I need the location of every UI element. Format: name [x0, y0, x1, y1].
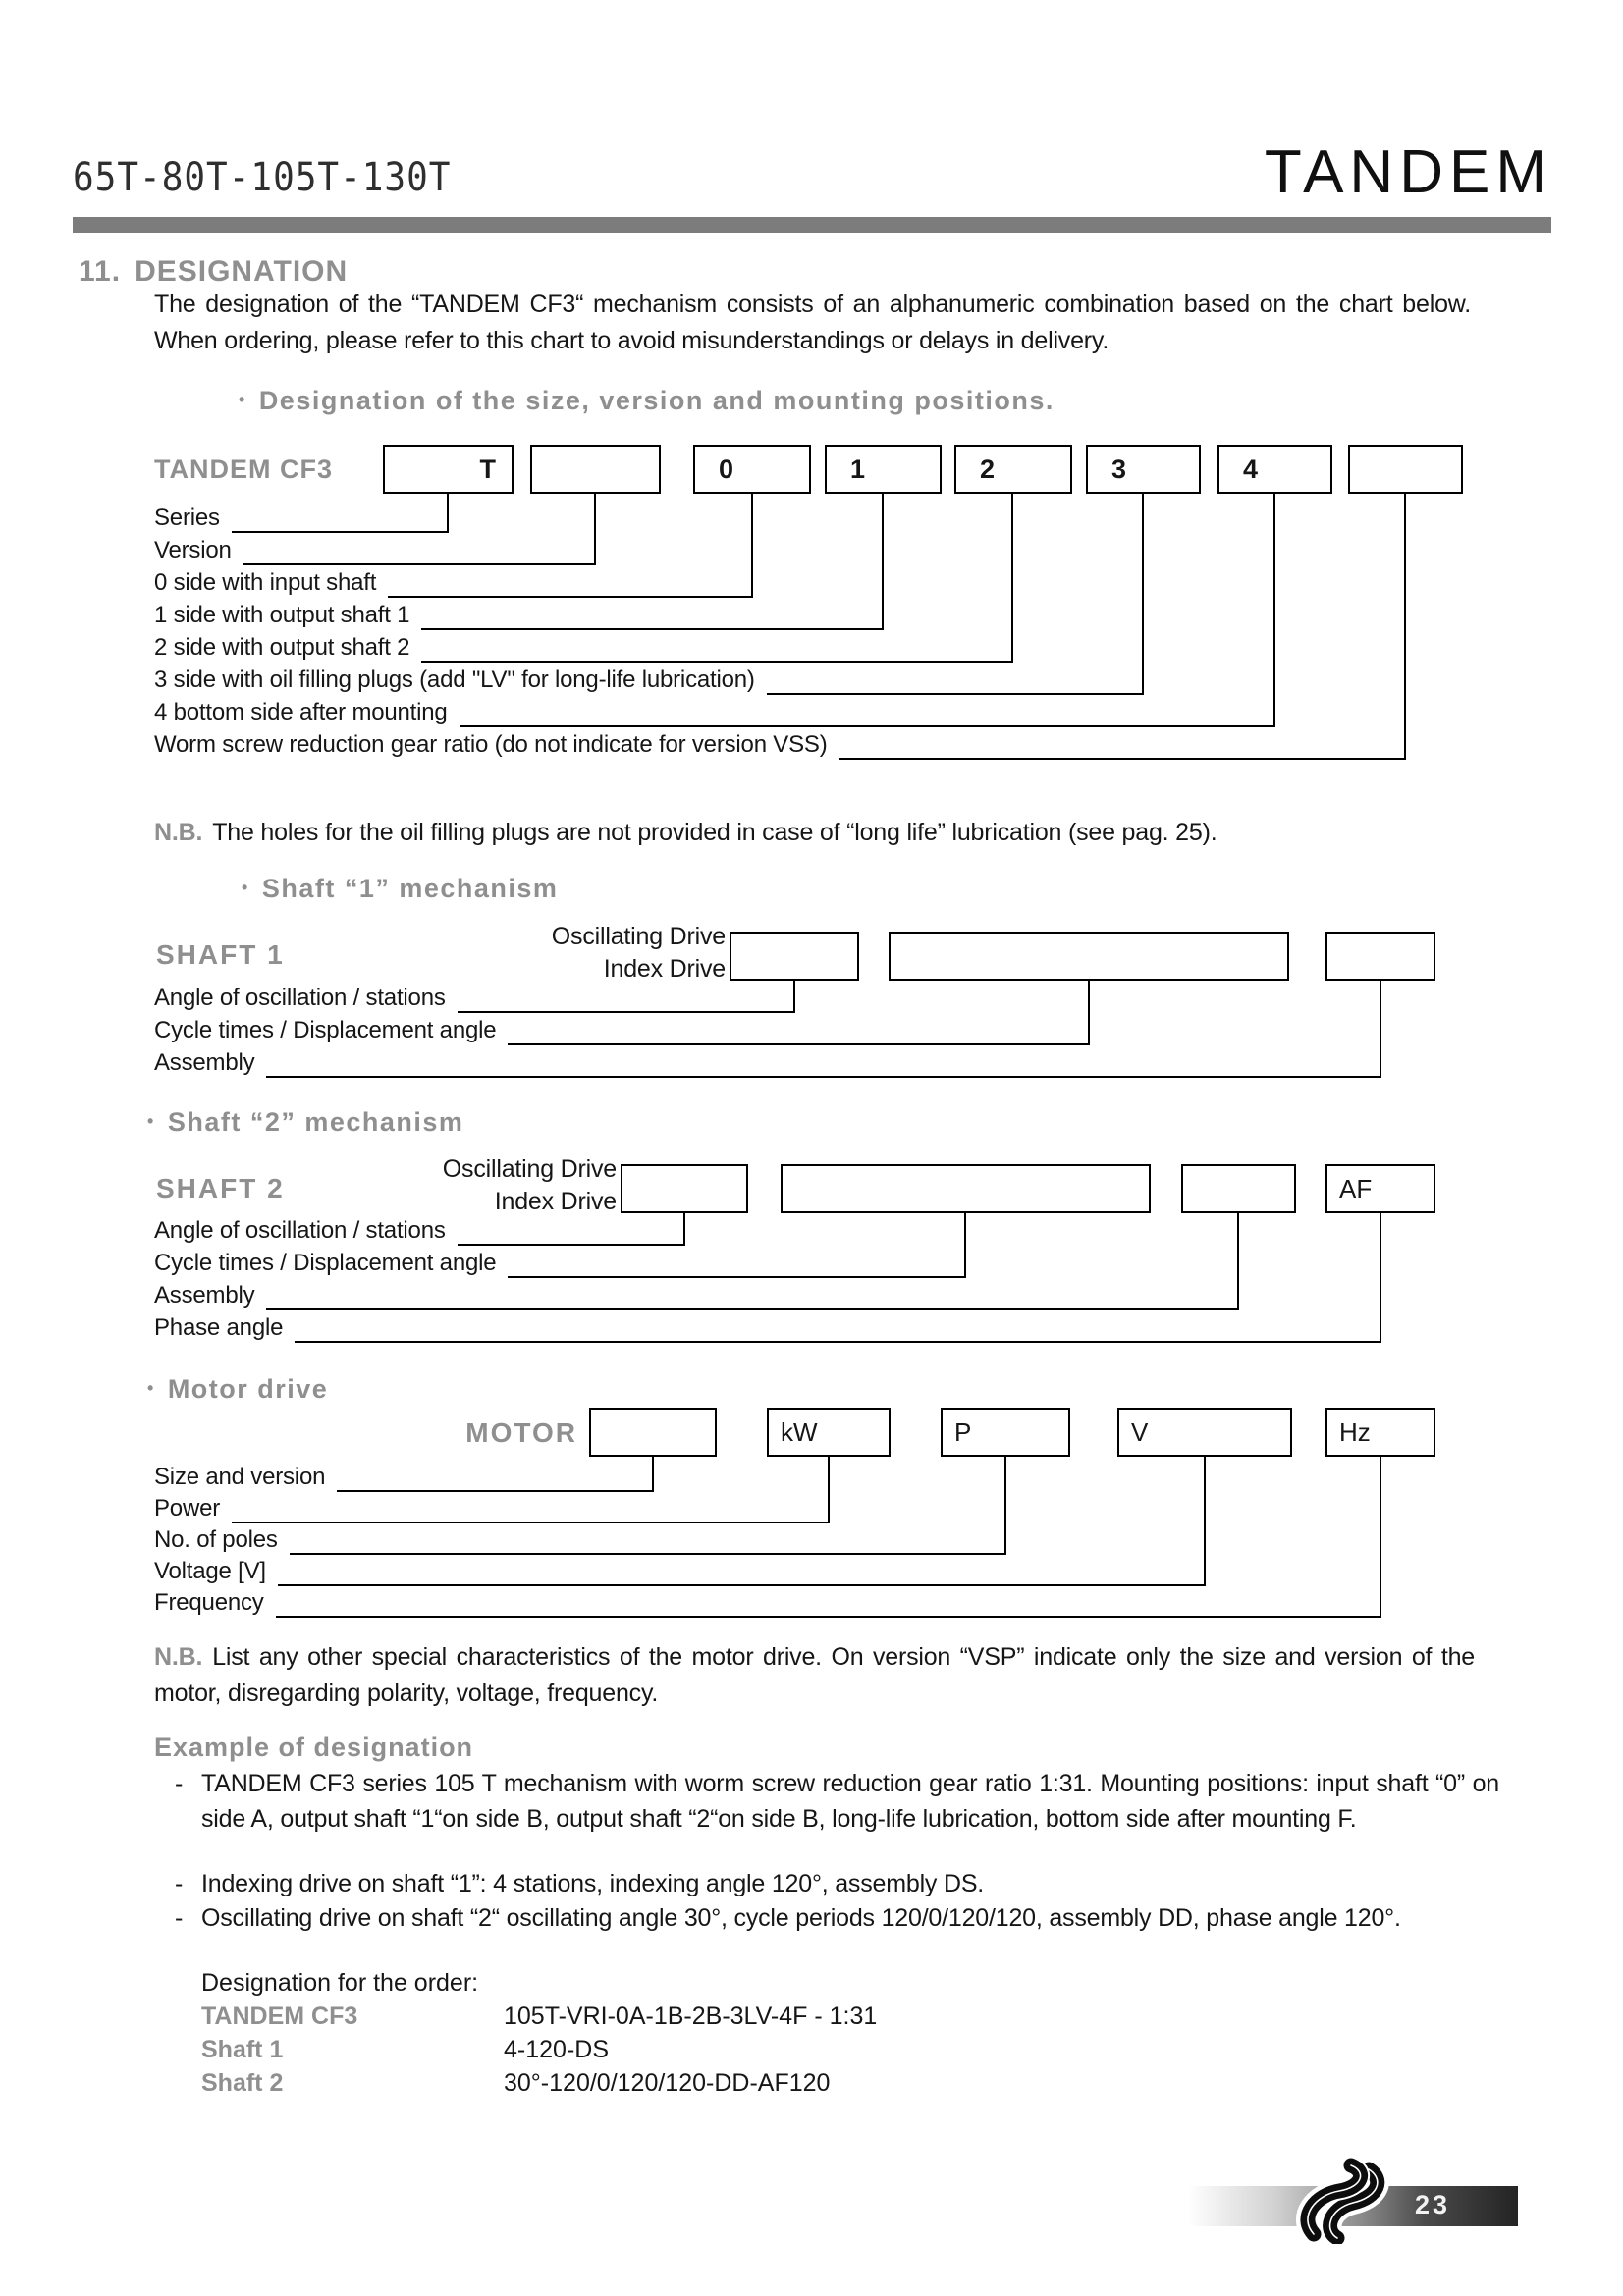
leader-line — [839, 758, 1405, 760]
oscillating-drive-label: Oscillating Drive — [442, 1155, 617, 1183]
shaft2-row — [154, 1217, 684, 1246]
connector-line — [1404, 494, 1406, 760]
bullet-icon: • — [147, 1378, 155, 1398]
leader-line — [388, 596, 752, 598]
designation-row — [154, 667, 1143, 695]
page-number: 23 — [1415, 2190, 1451, 2219]
shaft1-drive-types — [491, 921, 726, 986]
bullet-icon: • — [239, 390, 246, 409]
shaft1-box-angle — [730, 932, 859, 981]
motor-heading — [147, 1374, 328, 1405]
shaft1-row — [154, 1017, 1089, 1045]
leader-line — [458, 1244, 684, 1246]
example-item — [175, 1866, 1499, 1901]
leader-line — [767, 693, 1143, 695]
index-drive-label: Index Drive — [494, 1188, 617, 1215]
example-heading: Example of designation — [154, 1733, 474, 1762]
designation-row — [154, 537, 595, 565]
shaft1-box-assembly — [1325, 932, 1435, 981]
leader-line — [508, 1276, 965, 1278]
list-dash: - — [175, 1770, 184, 1797]
note-oil-plugs — [154, 815, 1529, 851]
leader-line — [460, 725, 1274, 727]
designation-box-series: T — [383, 445, 514, 494]
row-label: Angle of oscillation / stations — [154, 1217, 446, 1244]
note-text: The holes for the oil filling plugs are not provided in case of “long life” lubrication (see pag. 25). — [212, 819, 1217, 846]
order-row-label: Shaft 2 — [201, 2069, 284, 2097]
leader-line — [266, 1076, 1380, 1078]
bullet-icon: • — [242, 878, 249, 897]
designation-row — [154, 569, 752, 598]
leader-line — [232, 531, 448, 533]
designation-box-2: 2 — [954, 445, 1072, 494]
shaft2-row — [154, 1250, 965, 1278]
motor-row — [154, 1464, 653, 1492]
example-item-text: TANDEM CF3 series 105 T mechanism with worm screw reduction gear ratio 1:31. Mounting positions: input shaft “0” on side A, output shaft “1“on side B, output shaft “2“on side B, long-life lubrication, bottom side after mounting F. — [201, 1770, 1499, 1833]
bullet-icon: • — [147, 1111, 155, 1131]
designation-box-3: 3 — [1086, 445, 1201, 494]
list-dash: - — [175, 1904, 184, 1932]
nb-label: N.B. — [154, 819, 203, 846]
row-label: 1 side with output shaft 1 — [154, 602, 410, 628]
section-number: 11. — [79, 255, 122, 288]
intro-paragraph: The designation of the “TANDEM CF3“ mechanism consists of an alphanumeric combination based on the chart below. When ordering, please refer to this chart to avoid misunderstandings or delays in delivery. — [154, 291, 1471, 354]
shaft2-box-assembly — [1181, 1164, 1296, 1213]
row-label: Worm screw reduction gear ratio (do not indicate for version VSS) — [154, 731, 828, 758]
order-row-value: 105T-VRI-0A-1B-2B-3LV-4F - 1:31 — [504, 2002, 878, 2030]
shaft2-drive-types — [383, 1153, 617, 1218]
motor-row — [154, 1589, 1380, 1618]
motor-box-frequency: Hz — [1325, 1408, 1435, 1457]
shaft2-box-cycle — [781, 1164, 1151, 1213]
oscillating-drive-label: Oscillating Drive — [551, 923, 726, 950]
motor-row — [154, 1526, 1005, 1555]
leader-line — [508, 1043, 1089, 1045]
leader-line — [276, 1616, 1380, 1618]
motor-row — [154, 1558, 1205, 1586]
designation-row — [154, 505, 448, 533]
leader-line — [458, 1011, 794, 1013]
shaft2-row — [154, 1314, 1380, 1343]
size-designation-heading — [239, 386, 1055, 416]
example-item — [175, 1900, 1499, 1936]
row-label: Cycle times / Displacement angle — [154, 1017, 497, 1043]
designation-box-ratio — [1348, 445, 1463, 494]
row-label: Phase angle — [154, 1314, 284, 1341]
leader-line — [295, 1341, 1380, 1343]
connector-line — [1142, 494, 1144, 695]
leader-line — [290, 1553, 1005, 1555]
example-item-text: Indexing drive on shaft “1”: 4 stations, indexing angle 120°, assembly DS. — [201, 1870, 985, 1897]
shaft2-box-phase: AF — [1325, 1164, 1435, 1213]
shaft2-row — [154, 1282, 1238, 1310]
row-label: Frequency — [154, 1589, 264, 1616]
motor-box-kw: kW — [767, 1408, 891, 1457]
designation-box-1: 1 — [825, 445, 942, 494]
shaft2-heading-label: Shaft “2” mechanism — [167, 1107, 464, 1137]
order-row-label: Shaft 1 — [201, 2036, 284, 2063]
row-label: 0 side with input shaft — [154, 569, 377, 596]
example-item — [175, 1766, 1499, 1837]
row-label: Power — [154, 1495, 221, 1522]
shaft2-box-angle — [621, 1164, 748, 1213]
designation-row — [154, 634, 1012, 663]
order-row-label: TANDEM CF3 — [201, 2002, 358, 2030]
row-label: Assembly — [154, 1049, 255, 1076]
motor-row — [154, 1495, 829, 1523]
shaft2-label: SHAFT 2 — [156, 1173, 285, 1203]
leader-line — [278, 1584, 1205, 1586]
row-label: Angle of oscillation / stations — [154, 985, 446, 1011]
shaft1-label: SHAFT 1 — [156, 939, 285, 970]
motor-heading-label: Motor drive — [167, 1374, 329, 1404]
shaft2-heading — [147, 1107, 463, 1138]
shaft1-row — [154, 985, 794, 1013]
shaft1-heading-label: Shaft “1” mechanism — [261, 874, 559, 903]
row-label: Version — [154, 537, 232, 563]
leader-line — [266, 1308, 1238, 1310]
example-item-text: Oscillating drive on shaft “2“ oscillating angle 30°, cycle periods 120/0/120/120, assembly DD, phase angle 120°. — [201, 1904, 1401, 1932]
list-dash: - — [175, 1870, 184, 1897]
shaft1-heading — [242, 874, 558, 904]
row-label: Size and version — [154, 1464, 326, 1490]
connector-line — [1273, 494, 1275, 727]
designation-box-0: 0 — [693, 445, 811, 494]
shaft1-row — [154, 1049, 1380, 1078]
note-motor-drive — [154, 1639, 1475, 1712]
section-name: DESIGNATION — [135, 255, 349, 288]
designation-row — [154, 699, 1274, 727]
order-row-value: 30°-120/0/120/120-DD-AF120 — [504, 2069, 831, 2097]
designation-box-version — [530, 445, 661, 494]
header-rule — [73, 217, 1551, 233]
designation-row — [154, 731, 1405, 760]
leader-line — [243, 563, 595, 565]
leader-line — [337, 1490, 653, 1492]
size-designation-heading-label: Designation of the size, version and mounting positions. — [258, 386, 1055, 415]
motor-box-voltage: V — [1117, 1408, 1292, 1457]
header-product-range: 65T-80T-105T-130T — [73, 155, 452, 200]
designation-box-4: 4 — [1217, 445, 1332, 494]
row-label: 2 side with output shaft 2 — [154, 634, 410, 661]
nb-label: N.B. — [154, 1643, 203, 1671]
section-title — [79, 255, 348, 289]
order-row-value: 4-120-DS — [504, 2036, 609, 2063]
designation-row — [154, 602, 883, 630]
order-intro: Designation for the order: — [201, 1969, 479, 1997]
motor-label: MOTOR — [465, 1417, 577, 1448]
note-text: List any other special characteristics of the motor drive. On version “VSP” indicate only the size and version of the motor, disregarding polarity, voltage, frequency. — [154, 1643, 1475, 1707]
row-label: No. of poles — [154, 1526, 278, 1553]
row-label: Assembly — [154, 1282, 255, 1308]
leader-line — [421, 661, 1012, 663]
tandem-cf3-label: TANDEM CF3 — [154, 454, 333, 484]
brand-logo-text: TANDEM — [1264, 138, 1552, 206]
row-label: 4 bottom side after mounting — [154, 699, 448, 725]
shaft1-box-cycle — [889, 932, 1289, 981]
motor-box-poles: P — [941, 1408, 1070, 1457]
leader-line — [232, 1522, 829, 1523]
motor-box-size — [589, 1408, 717, 1457]
knot-logo-icon — [1294, 2156, 1402, 2249]
row-label: Voltage [V] — [154, 1558, 266, 1584]
leader-line — [421, 628, 883, 630]
index-drive-label: Index Drive — [603, 955, 726, 983]
row-label: Series — [154, 505, 220, 531]
row-label: 3 side with oil filling plugs (add "LV" for long-life lubrication) — [154, 667, 755, 693]
row-label: Cycle times / Displacement angle — [154, 1250, 497, 1276]
